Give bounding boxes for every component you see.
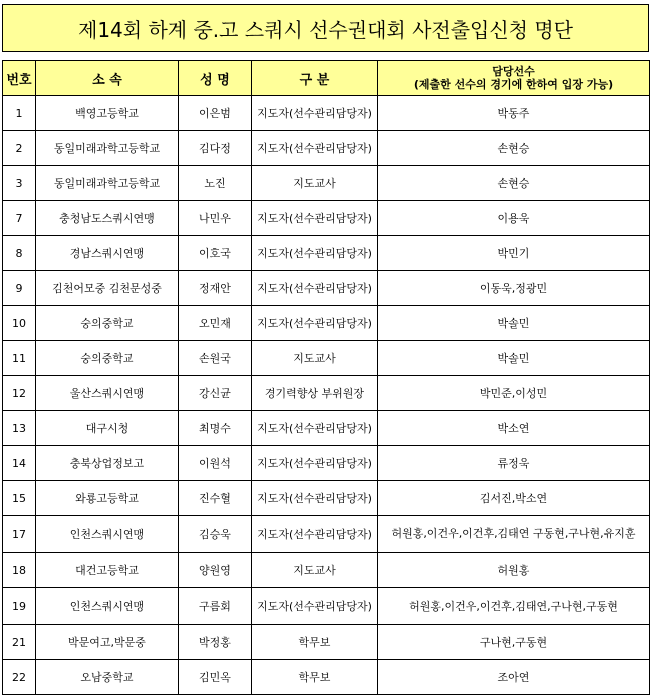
cell-name: 노진 [179,166,252,201]
cell-name: 나민우 [179,201,252,236]
table-row [3,341,650,376]
cell-manager: 박민준,이성민 [378,376,650,411]
cell-manager: 허원홍 [378,553,650,588]
cell-name: 박정홍 [179,625,252,660]
cell-type: 지도자(선수관리담당자) [252,481,378,516]
cell-name: 최명수 [179,411,252,446]
cell-name: 김다정 [179,131,252,166]
table-row [3,96,650,131]
cell-manager: 류정욱 [378,446,650,481]
table-row [3,411,650,446]
cell-org: 울산스쿼시연맹 [36,376,179,411]
table-row [3,481,650,516]
table-row [3,201,650,236]
cell-name: 강신균 [179,376,252,411]
cell-manager: 박동주 [378,96,650,131]
cell-type: 지도자(선수관리담당자) [252,96,378,131]
cell-manager: 손현승 [378,166,650,201]
cell-name: 정재안 [179,271,252,306]
cell-manager: 손현승 [378,131,650,166]
header-no: 번호 [3,61,36,96]
cell-org: 대건고등학교 [36,553,179,588]
cell-name: 김민옥 [179,660,252,695]
cell-org: 김천어모중 김천문성중 [36,271,179,306]
header-row [3,61,650,96]
table-row [3,236,650,271]
cell-no: 11 [3,341,36,376]
cell-org: 대구시청 [36,411,179,446]
cell-type: 지도자(선수관리담당자) [252,306,378,341]
table-row [3,376,650,411]
cell-type: 지도교사 [252,166,378,201]
header-manager-label: 담당선수 [492,65,535,78]
cell-manager: 박솔민 [378,341,650,376]
cell-type: 지도자(선수관리담당자) [252,271,378,306]
table-row [3,660,650,695]
cell-no: 2 [3,131,36,166]
table-row [3,446,650,481]
cell-manager: 허원홍,이건우,이건후,김태연 구동현,구나현,유지훈 [378,516,650,553]
cell-manager: 허원홍,이건우,이건후,김태연,구나현,구동현 [378,588,650,625]
cell-type: 지도교사 [252,553,378,588]
cell-type: 학무보 [252,660,378,695]
cell-type: 경기력향상 부위원장 [252,376,378,411]
table-row [3,553,650,588]
cell-org: 백영고등학교 [36,96,179,131]
cell-no: 9 [3,271,36,306]
cell-no: 17 [3,516,36,553]
cell-no: 13 [3,411,36,446]
cell-org: 박문여고,박문중 [36,625,179,660]
cell-name: 오민재 [179,306,252,341]
cell-manager: 구나현,구동현 [378,625,650,660]
cell-manager: 박솔민 [378,306,650,341]
header-name: 성 명 [179,61,252,96]
cell-manager: 조아연 [378,660,650,695]
cell-name: 구름회 [179,588,252,625]
cell-org: 동일미래과학고등학교 [36,131,179,166]
page-title: 제14회 하계 중.고 스쿼시 선수권대회 사전출입신청 명단 [2,4,649,52]
cell-manager: 김서진,박소연 [378,481,650,516]
cell-no: 21 [3,625,36,660]
cell-name: 양원영 [179,553,252,588]
table-row [3,271,650,306]
cell-no: 8 [3,236,36,271]
cell-no: 18 [3,553,36,588]
cell-no: 7 [3,201,36,236]
cell-name: 김승욱 [179,516,252,553]
cell-manager: 이용욱 [378,201,650,236]
cell-org: 인천스쿼시연맹 [36,588,179,625]
table-row [3,625,650,660]
cell-type: 지도자(선수관리담당자) [252,411,378,446]
cell-type: 지도자(선수관리담당자) [252,236,378,271]
cell-type: 지도자(선수관리담당자) [252,516,378,553]
cell-manager: 박민기 [378,236,650,271]
cell-org: 오남중학교 [36,660,179,695]
cell-org: 충청남도스쿼시연맹 [36,201,179,236]
cell-type: 지도자(선수관리담당자) [252,588,378,625]
cell-no: 12 [3,376,36,411]
cell-name: 손원국 [179,341,252,376]
cell-org: 인천스쿼시연맹 [36,516,179,553]
cell-type: 학무보 [252,625,378,660]
table-row [3,166,650,201]
table-row [3,306,650,341]
cell-org: 와룡고등학교 [36,481,179,516]
cell-no: 10 [3,306,36,341]
roster-table [2,60,650,695]
cell-no: 3 [3,166,36,201]
table-row [3,131,650,166]
header-org: 소 속 [36,61,179,96]
cell-no: 19 [3,588,36,625]
table-row [3,516,650,553]
cell-type: 지도자(선수관리담당자) [252,131,378,166]
cell-type: 지도자(선수관리담당자) [252,201,378,236]
cell-org: 숭의중학교 [36,341,179,376]
cell-org: 충북상업정보고 [36,446,179,481]
cell-org: 경남스쿼시연맹 [36,236,179,271]
table-row [3,588,650,625]
cell-name: 이은범 [179,96,252,131]
cell-type: 지도교사 [252,341,378,376]
cell-no: 14 [3,446,36,481]
header-manager-note: (제출한 선수의 경기에 한하여 입장 가능) [413,78,614,91]
cell-name: 이호국 [179,236,252,271]
cell-manager: 이동욱,정광민 [378,271,650,306]
cell-name: 이원석 [179,446,252,481]
cell-no: 22 [3,660,36,695]
header-type: 구 분 [252,61,378,96]
header-manager [378,61,650,96]
cell-manager: 박소연 [378,411,650,446]
cell-org: 동일미래과학고등학교 [36,166,179,201]
cell-type: 지도자(선수관리담당자) [252,446,378,481]
cell-name: 진수혈 [179,481,252,516]
cell-no: 1 [3,96,36,131]
cell-org: 숭의중학교 [36,306,179,341]
cell-no: 15 [3,481,36,516]
